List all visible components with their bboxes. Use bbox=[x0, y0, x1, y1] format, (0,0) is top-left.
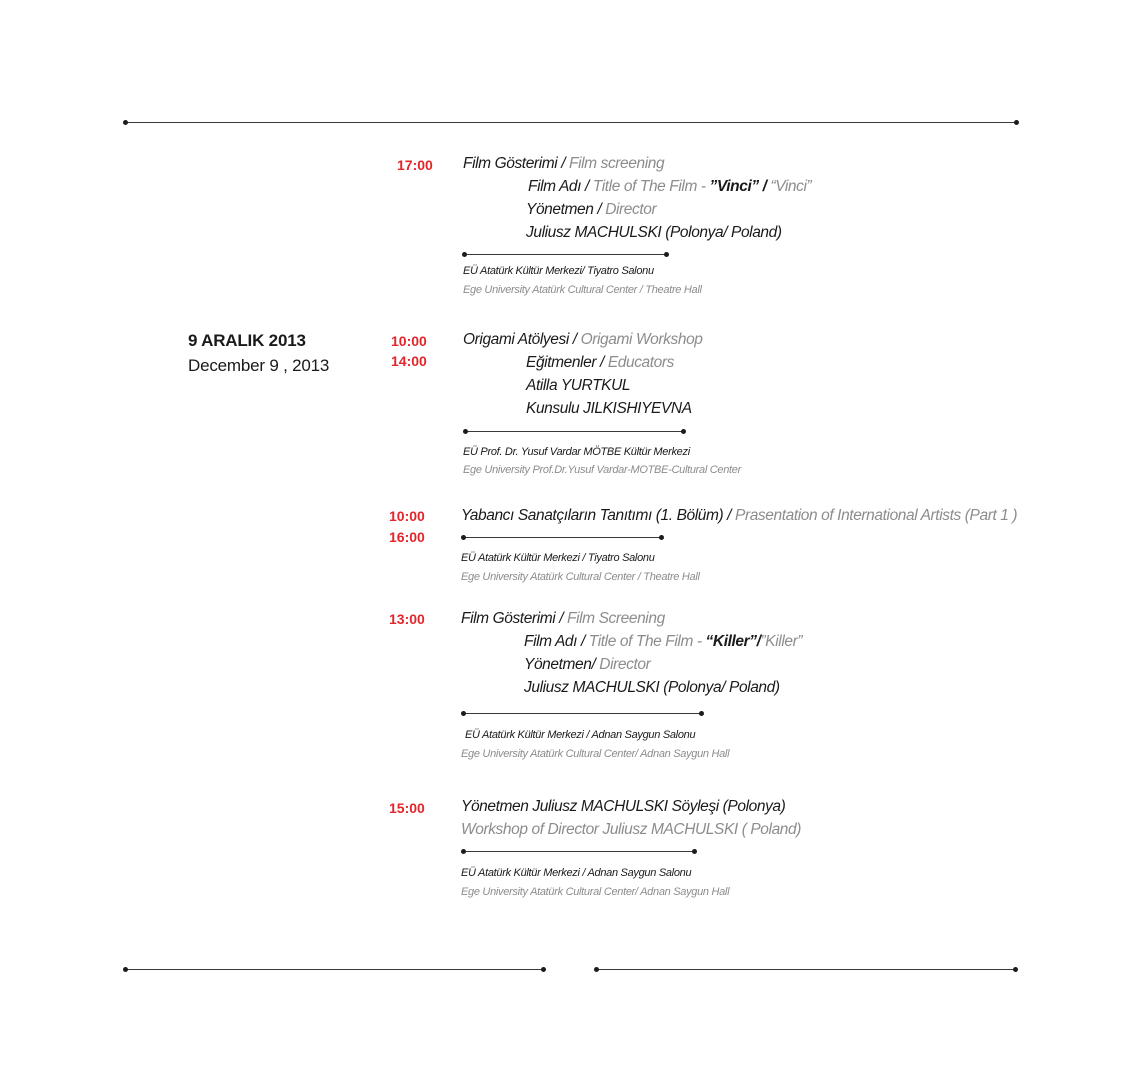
event-divider bbox=[465, 431, 684, 432]
event-time: 13:00 bbox=[389, 611, 425, 627]
venue-en: Ege University Atatürk Cultural Center/ Adnan Saygun Hall bbox=[461, 748, 730, 760]
educator-name: Atilla YURTKUL bbox=[526, 377, 631, 394]
event-time-end: 16:00 bbox=[389, 529, 425, 545]
top-divider bbox=[125, 122, 1017, 123]
event-subtitle: Workshop of Director Juliusz MACHULSKI ( Poland) bbox=[461, 821, 801, 838]
venue-tr: EÜ Atatürk Kültür Merkezi / Tiyatro Salonu bbox=[461, 552, 655, 564]
director-label-line: Yönetmen/ Director bbox=[524, 656, 651, 673]
event-title: Film Gösterimi / Film Screening bbox=[461, 610, 665, 627]
date-heading-tr: 9 ARALIK 2013 bbox=[188, 331, 306, 350]
educator-name: Kunsulu JILKISHIYEVNA bbox=[526, 400, 692, 417]
educators-label-line: Eğitmenler / Educators bbox=[526, 354, 675, 371]
venue-en: Ege University Prof.Dr.Yusuf Vardar-MOTBE-Cultural Center bbox=[463, 464, 741, 476]
venue-en: Ege University Atatürk Cultural Center / Theatre Hall bbox=[461, 571, 700, 583]
film-title-line: Film Adı / Title of The Film - “Killer”/”Killer” bbox=[524, 633, 803, 650]
venue-tr: EÜ Atatürk Kültür Merkezi / Adnan Saygun Salonu bbox=[465, 729, 696, 741]
event-divider bbox=[463, 713, 702, 714]
event-time-start: 10:00 bbox=[391, 333, 427, 349]
venue-tr: EÜ Atatürk Kültür Merkezi/ Tiyatro Salonu bbox=[463, 265, 654, 277]
bottom-divider-right bbox=[596, 969, 1016, 970]
event-title: Yabancı Sanatçıların Tanıtımı (1. Bölüm) / Prasentation of International Artists (Part 1 ) bbox=[461, 507, 1018, 524]
bottom-divider-left bbox=[125, 969, 544, 970]
event-time-end: 14:00 bbox=[391, 353, 427, 369]
event-divider bbox=[464, 254, 667, 255]
venue-en: Ege University Atatürk Cultural Center/ Adnan Saygun Hall bbox=[461, 886, 730, 898]
event-time: 17:00 bbox=[397, 157, 433, 173]
event-divider bbox=[463, 851, 695, 852]
event-time-start: 10:00 bbox=[389, 508, 425, 524]
director-label-line: Yönetmen / Director bbox=[526, 201, 657, 218]
film-title-line: Film Adı / Title of The Film - ”Vinci” / “Vinci” bbox=[528, 178, 812, 195]
venue-en: Ege University Atatürk Cultural Center / Theatre Hall bbox=[463, 284, 702, 296]
venue-tr: EÜ Atatürk Kültür Merkezi / Adnan Saygun Salonu bbox=[461, 867, 692, 879]
event-title: Film Gösterimi / Film screening bbox=[463, 155, 665, 172]
event-time: 15:00 bbox=[389, 800, 425, 816]
venue-tr: EÜ Prof. Dr. Yusuf Vardar MÖTBE Kültür Merkezi bbox=[463, 446, 690, 458]
event-title: Origami Atölyesi / Origami Workshop bbox=[463, 331, 703, 348]
director-name: Juliusz MACHULSKI (Polonya/ Poland) bbox=[526, 224, 782, 241]
event-title: Yönetmen Juliusz MACHULSKI Söyleşi (Polonya) bbox=[461, 798, 786, 815]
event-divider bbox=[463, 537, 662, 538]
director-name: Juliusz MACHULSKI (Polonya/ Poland) bbox=[524, 679, 780, 696]
date-heading-en: December 9 , 2013 bbox=[188, 356, 330, 375]
